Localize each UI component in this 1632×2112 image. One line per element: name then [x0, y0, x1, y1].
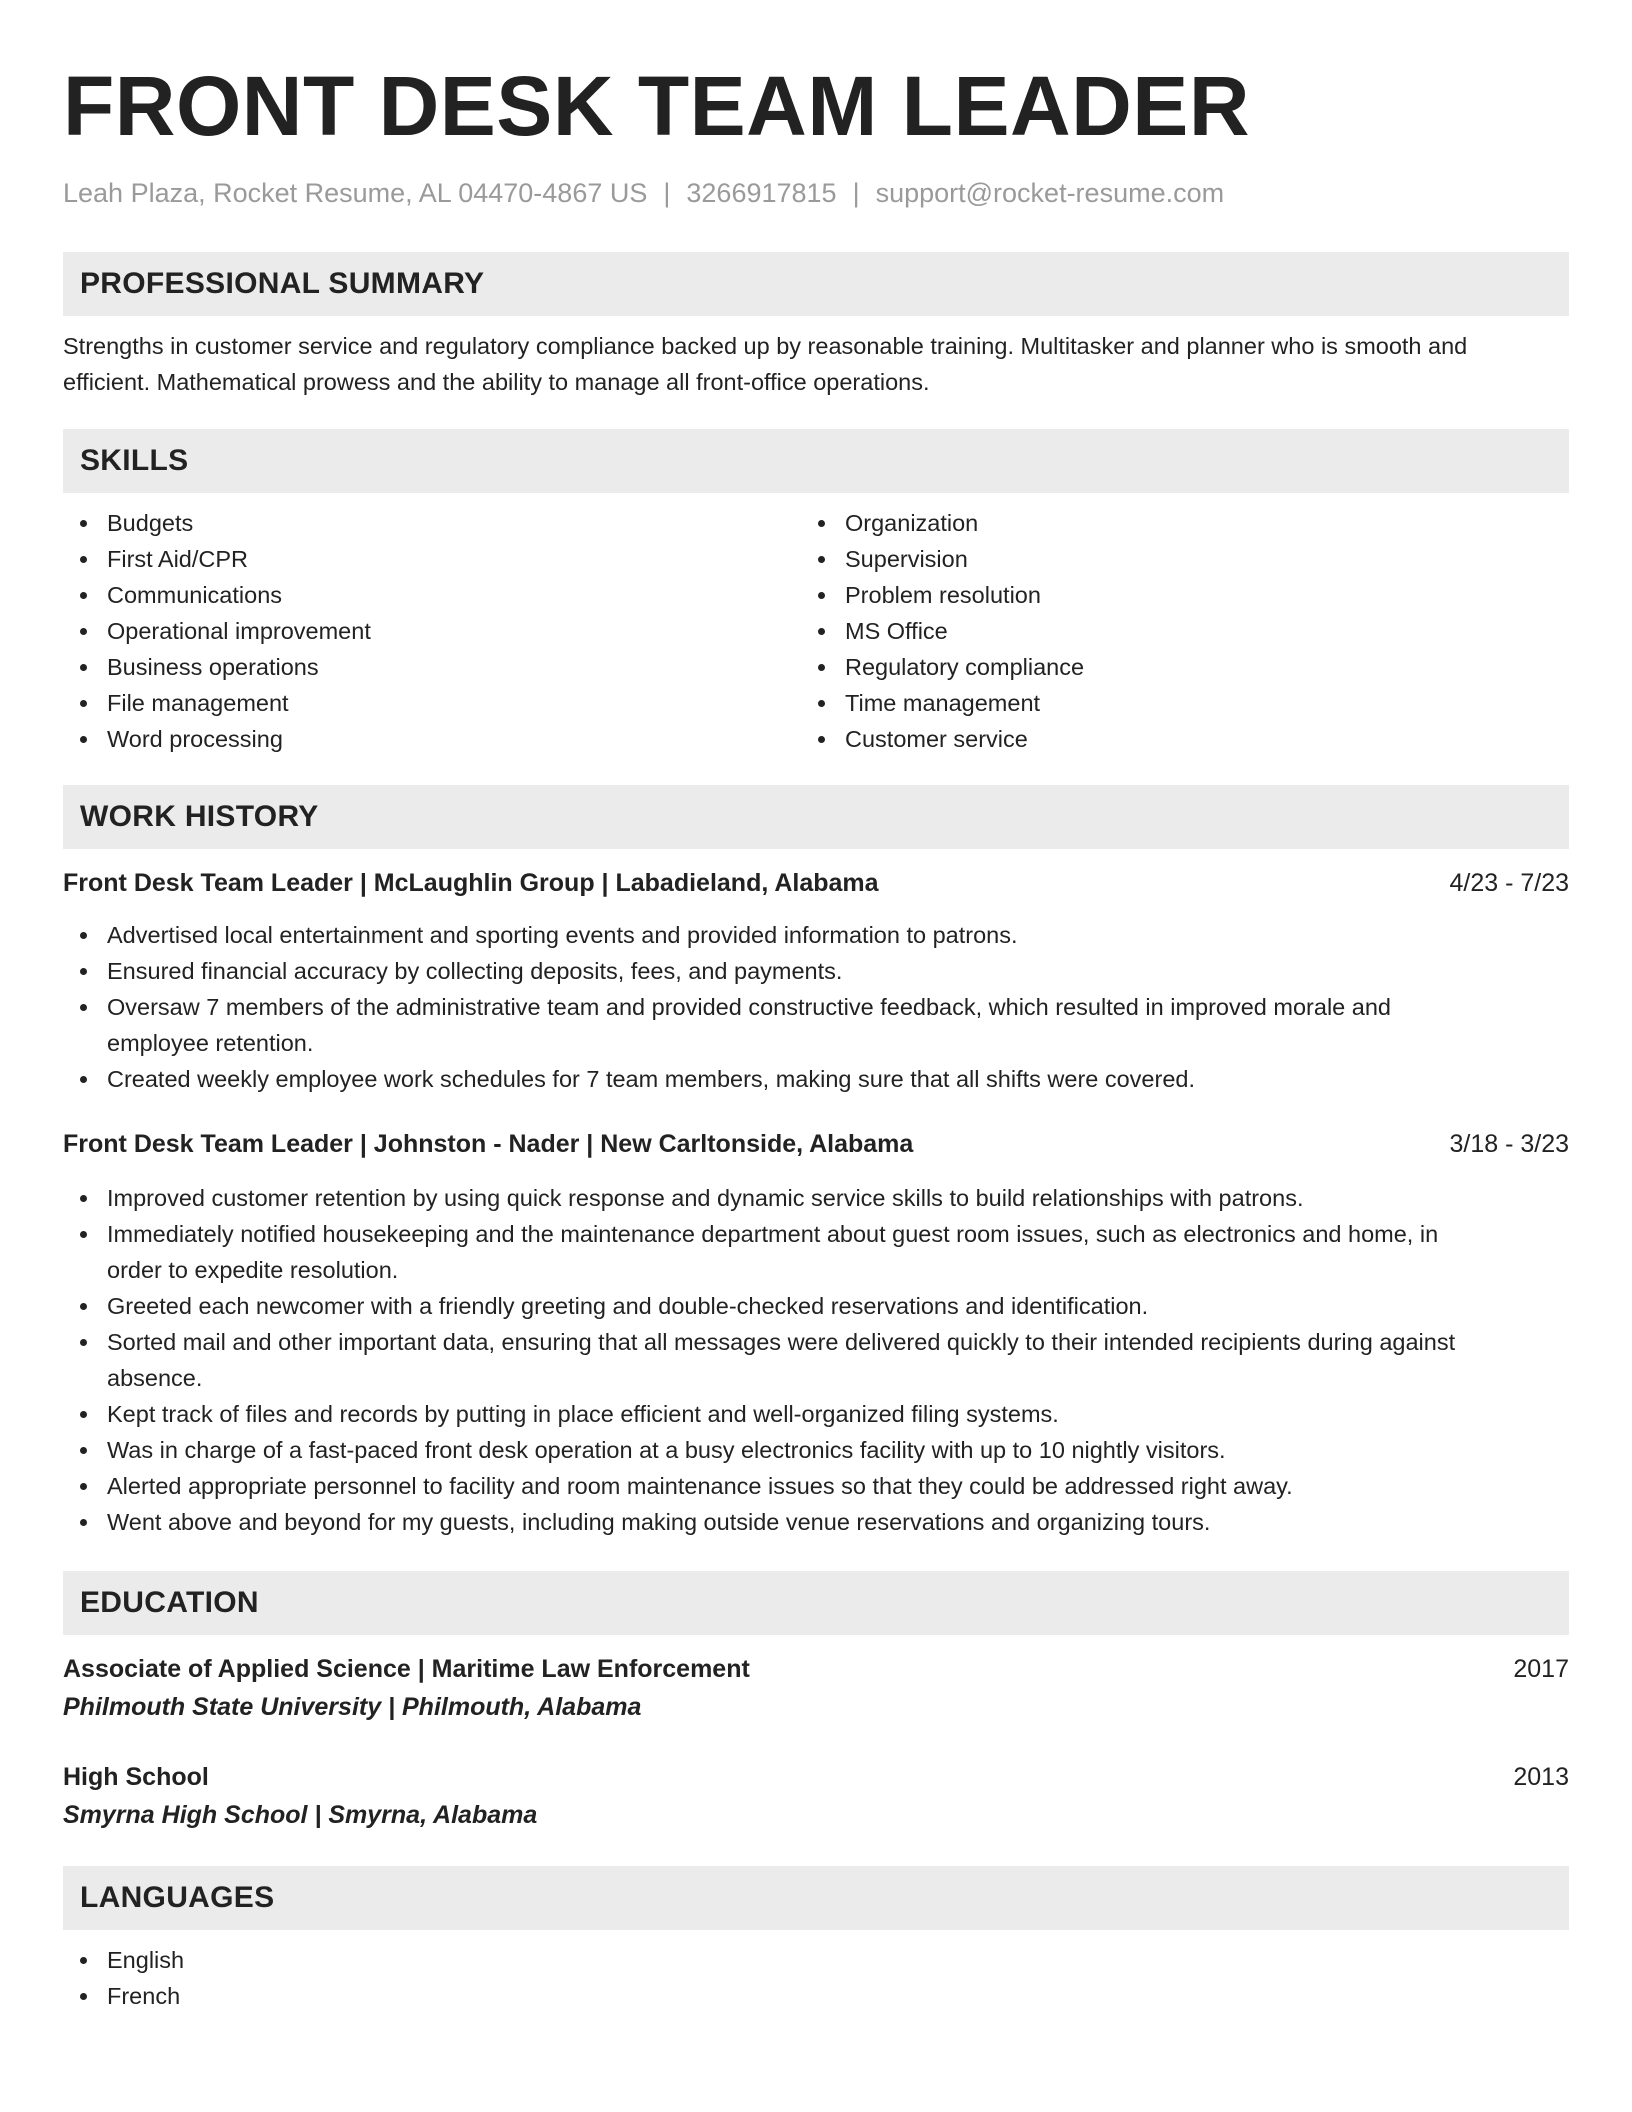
education-school: Philmouth State University | Philmouth, Alabama [63, 1693, 642, 1721]
skill-item: Supervision [801, 541, 1539, 577]
contact-line [63, 175, 1569, 211]
skill-item: Budgets [63, 505, 801, 541]
skill-item: Communications [63, 577, 801, 613]
job-header [63, 1126, 1569, 1162]
skill-item: Operational improvement [63, 613, 801, 649]
resume-title: FRONT DESK TEAM LEADER [63, 59, 1250, 153]
summary-line: efficient. Mathematical prowess and the ability to manage all front-office operations. [63, 369, 930, 395]
contact-separator: | [852, 178, 860, 208]
job-bullets [63, 1180, 1569, 1540]
section-heading-education: EDUCATION [63, 1571, 1569, 1635]
section-heading-summary: PROFESSIONAL SUMMARY [63, 252, 1569, 316]
skill-item: MS Office [801, 613, 1539, 649]
skill-item: Problem resolution [801, 577, 1539, 613]
job-bullet-continuation [63, 1025, 1569, 1061]
section-heading-work-history: WORK HISTORY [63, 785, 1569, 849]
job-bullet: Alerted appropriate personnel to facility and room maintenance issues so that they could be addressed right away. [63, 1468, 1569, 1504]
language-item: English [63, 1942, 1569, 1978]
job-bullet: Ensured financial accuracy by collecting deposits, fees, and payments. [63, 953, 1569, 989]
job-bullet: Advertised local entertainment and sporting events and provided information to patrons. [63, 917, 1569, 953]
job-bullet-continuation-text: order to expedite resolution. [107, 1257, 399, 1283]
job-bullet: Oversaw 7 members of the administrative team and provided constructive feedback, which resulted in improved morale and [63, 989, 1569, 1025]
skills-column-left [63, 505, 801, 757]
section-heading-skills: SKILLS [63, 429, 1569, 493]
summary-text [63, 328, 1569, 400]
education-degree: Associate of Applied Science | Maritime Law Enforcement [63, 1655, 750, 1683]
languages-list [63, 1942, 1569, 2014]
language-item: French [63, 1978, 1569, 2014]
education-degree: High School [63, 1763, 209, 1791]
job-title: Front Desk Team Leader | Johnston - Nader | New Carltonside, Alabama [63, 1130, 914, 1158]
skill-item: Time management [801, 685, 1539, 721]
skill-item: Regulatory compliance [801, 649, 1539, 685]
section-heading-languages: LANGUAGES [63, 1866, 1569, 1930]
skills-column-right [801, 505, 1539, 757]
education-header [63, 1759, 1569, 1795]
skills-grid [63, 505, 1569, 757]
contact-phone: 3266917815 [686, 178, 837, 208]
job-bullet: Kept track of files and records by putting in place efficient and well-organized filing systems. [63, 1396, 1569, 1432]
job-bullet: Went above and beyond for my guests, including making outside venue reservations and organizing tours. [63, 1504, 1569, 1540]
skill-item: First Aid/CPR [63, 541, 801, 577]
job-bullet-continuation [63, 1252, 1569, 1288]
job-bullets [63, 917, 1569, 1097]
job-bullet: Created weekly employee work schedules for 7 team members, making sure that all shifts were covered. [63, 1061, 1569, 1097]
skill-item: File management [63, 685, 801, 721]
job-dates: 4/23 - 7/23 [1449, 869, 1569, 897]
skill-item: Customer service [801, 721, 1539, 757]
job-bullet-continuation [63, 1360, 1569, 1396]
education-year: 2013 [1513, 1763, 1569, 1791]
contact-separator: | [663, 178, 671, 208]
resume-page [0, 58, 1632, 2112]
education-school: Smyrna High School | Smyrna, Alabama [63, 1801, 538, 1829]
job-bullet: Improved customer retention by using quick response and dynamic service skills to build relationships with patrons. [63, 1180, 1569, 1216]
job-header [63, 865, 1569, 901]
job-bullet-continuation-text: absence. [107, 1365, 203, 1391]
skill-item: Word processing [63, 721, 801, 757]
skill-item: Organization [801, 505, 1539, 541]
job-dates: 3/18 - 3/23 [1449, 1130, 1569, 1158]
job-title: Front Desk Team Leader | McLaughlin Group | Labadieland, Alabama [63, 869, 879, 897]
job-bullet: Greeted each newcomer with a friendly greeting and double-checked reservations and identification. [63, 1288, 1569, 1324]
job-bullet-continuation-text: employee retention. [107, 1030, 314, 1056]
education-year: 2017 [1513, 1655, 1569, 1683]
contact-email: support@rocket-resume.com [875, 178, 1225, 208]
skill-item: Business operations [63, 649, 801, 685]
summary-line: Strengths in customer service and regulatory compliance backed up by reasonable training. Multitasker and planner who is smooth and [63, 333, 1468, 359]
contact-address: Leah Plaza, Rocket Resume, AL 04470-4867 US [63, 178, 648, 208]
education-header [63, 1651, 1569, 1687]
job-bullet: Was in charge of a fast-paced front desk operation at a busy electronics facility with up to 10 nightly visitors. [63, 1432, 1569, 1468]
job-bullet: Immediately notified housekeeping and the maintenance department about guest room issues, such as electronics and home, in [63, 1216, 1569, 1252]
job-bullet: Sorted mail and other important data, ensuring that all messages were delivered quickly to their intended recipients during against [63, 1324, 1569, 1360]
